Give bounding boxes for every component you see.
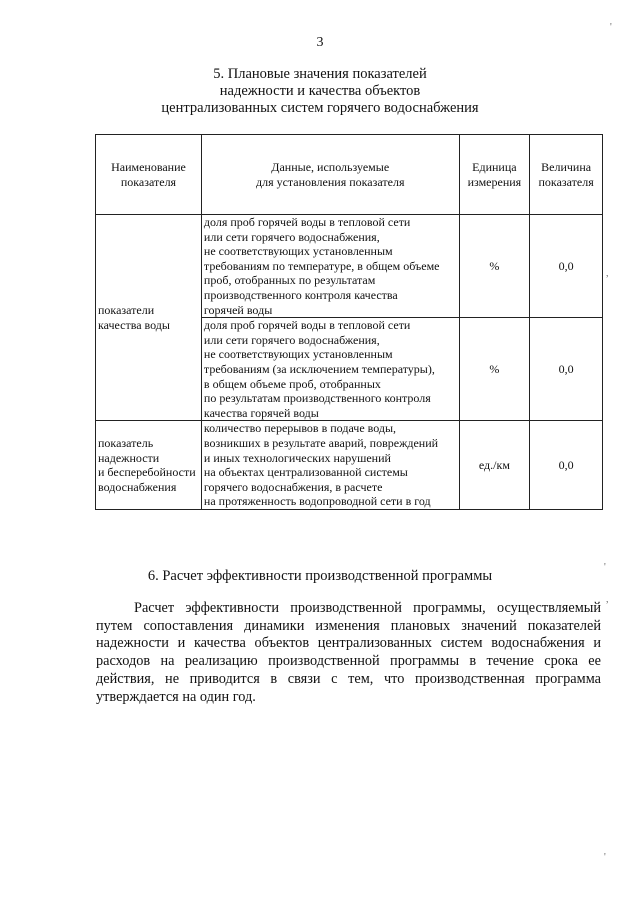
scan-speck: ' [604, 852, 606, 863]
table-row [96, 421, 603, 510]
description-line: требованиям (за исключением температуры), [203, 361, 435, 376]
description-line: или сети горячего водоснабжения, [203, 229, 380, 244]
table-row [96, 215, 603, 318]
indicator-name-cell [96, 421, 202, 510]
description-line: горячей воды [203, 302, 273, 317]
indicator-description-cell [201, 421, 459, 510]
page-number: 3 [316, 35, 324, 50]
header-name [96, 135, 202, 215]
header-unit [459, 135, 530, 215]
header-name-line: показателя [120, 174, 177, 189]
header-name-line: Наименование [111, 159, 186, 174]
description-line: и иных технологических нарушений [203, 450, 391, 465]
header-data-line: Данные, используемые [271, 159, 390, 174]
scan-speck: ' [610, 22, 612, 33]
description-line: на объектах централизованной системы [203, 465, 408, 480]
description-line: на протяженность водопроводной сети в год [203, 494, 431, 509]
scan-speck: ' [604, 562, 606, 573]
unit-cell: % [459, 215, 530, 318]
scan-speck: , [606, 594, 609, 605]
header-unit-line: Единица [472, 159, 517, 174]
header-value-line: показателя [538, 174, 594, 189]
section-5-title [0, 66, 640, 117]
description-line: требованиям по температуре, в общем объеме [203, 258, 440, 273]
description-line: по результатам производственного контроля [203, 391, 431, 406]
unit-cell: % [459, 318, 530, 421]
indicator-name-cell [96, 215, 202, 421]
header-value-line: Величина [541, 159, 592, 174]
description-line: или сети горячего водоснабжения, [203, 332, 380, 347]
scan-speck: , [606, 268, 609, 279]
indicator-name-line: показатели [98, 303, 155, 318]
description-line: не соответствующих установленным [203, 244, 393, 259]
value-cell: 0,0 [530, 215, 603, 318]
value-cell: 0,0 [530, 318, 603, 421]
description-line: не соответствующих установленным [203, 347, 393, 362]
unit-cell: ед./км [459, 421, 530, 510]
section-6-title: 6. Расчет эффективности производственной программы [147, 568, 493, 584]
description-line: качества горячей воды [203, 405, 319, 420]
description-line: в общем объеме проб, отобранных [203, 376, 381, 391]
header-value [530, 135, 603, 215]
header-data-line: для установления показателя [255, 174, 405, 189]
header-unit-line: измерения [467, 174, 522, 189]
description-line: количество перерывов в подаче воды, [203, 421, 397, 436]
indicator-name-line: показатель [98, 435, 154, 450]
indicator-description-cell [201, 215, 459, 318]
header-data [201, 135, 459, 215]
description-line: горячего водоснабжения, в расчете [203, 479, 383, 494]
description-line: возникших в результате аварий, повреждений [203, 435, 439, 450]
description-line: доля проб горячей воды в тепловой сети [203, 215, 411, 229]
section-5-title-line: надежности и качества объектов [219, 83, 421, 99]
section-5-title-line: централизованных систем горячего водоснабжения [161, 100, 479, 116]
description-line: производственного контроля качества [203, 287, 398, 302]
indicators-table [95, 134, 603, 510]
indicator-name-line: и бесперебойности [98, 465, 196, 480]
indicator-description-cell [201, 318, 459, 421]
table-header-row [96, 135, 603, 215]
indicator-name-line: водоснабжения [98, 479, 177, 494]
section-6-paragraph: Расчет эффективности производственной программы, осуществляемый путем сопоставления динамики изменения плановых значений показателей надежности и качества объектов централизованных систем водоснабжения и расходов на реализацию производственной программы в течение срока ее действия, не приводится в связи с тем, что производственная программа утверждается на один год. [96, 600, 601, 705]
indicator-name-line: качества воды [98, 317, 170, 332]
section-5-title-line: 5. Плановые значения показателей [213, 66, 427, 82]
description-line: проб, отобранных по результатам [203, 273, 376, 288]
value-cell: 0,0 [530, 421, 603, 510]
indicator-name-line: надежности [98, 450, 160, 465]
description-line: доля проб горячей воды в тепловой сети [203, 318, 411, 333]
